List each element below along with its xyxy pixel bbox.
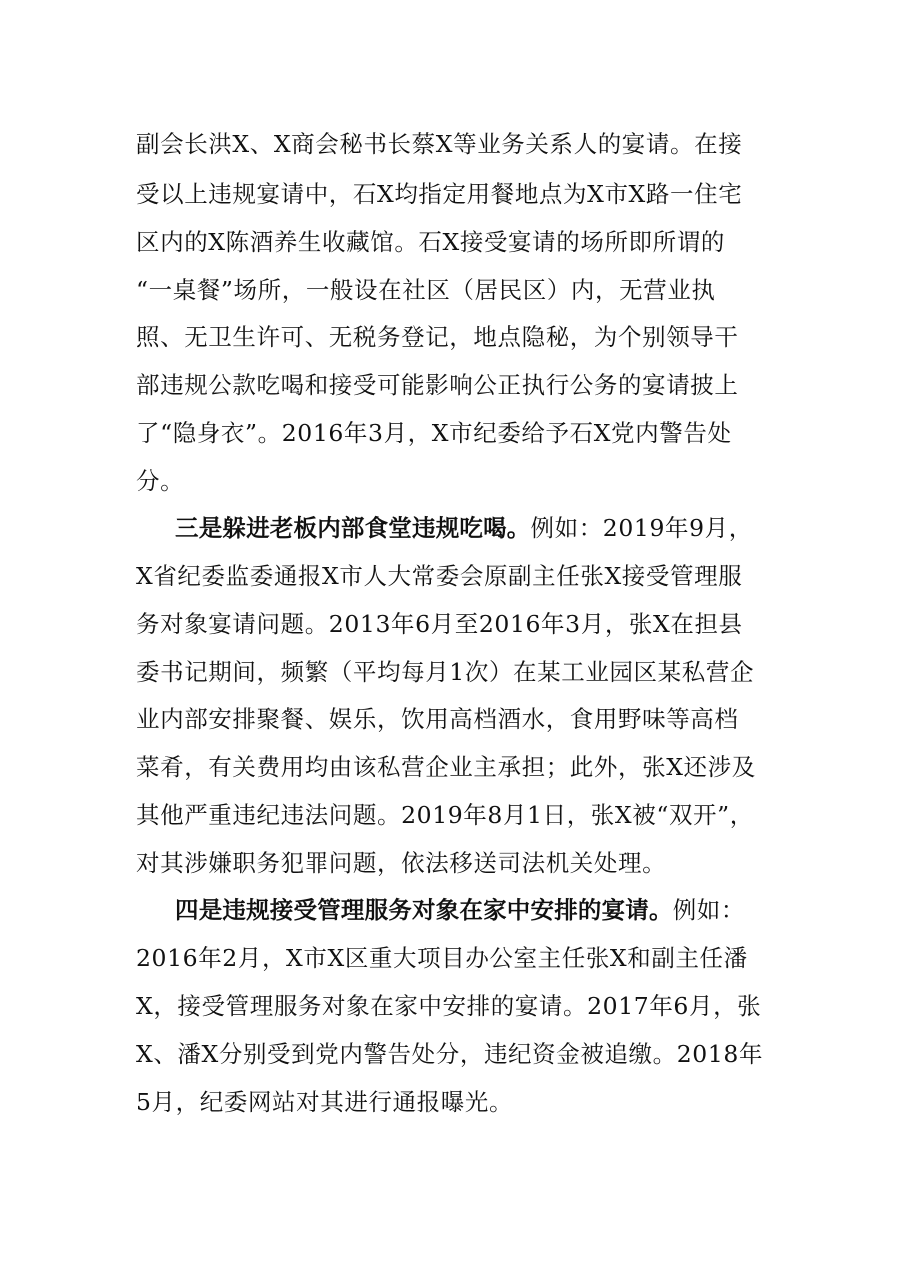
paragraph-heading: 三是躲进老板内部食堂违规吃喝。 bbox=[175, 514, 531, 542]
text-line: X、潘X分别受到党内警告处分，违纪资金被追缴。2018年 bbox=[136, 1040, 764, 1068]
text-line: X省纪委监委通报X市人大常委会原副主任张X接受管理服 bbox=[136, 562, 743, 590]
text-line: 对其涉嫌职务犯罪问题，依法移送司法机关处理。 bbox=[136, 849, 667, 877]
text-line: 业内部安排聚餐、娱乐，饮用高档酒水，食用野味等高档 bbox=[136, 705, 739, 733]
text-line: 副会长洪X、X商会秘书长蔡X等业务关系人的宴请。在接 bbox=[136, 130, 743, 158]
text-line: 5月，纪委网站对其进行通报曝光。 bbox=[136, 1088, 514, 1116]
text-line: “一桌餐”场所，一般设在社区（居民区）内，无营业执 bbox=[136, 276, 716, 304]
paragraph-first-line bbox=[175, 890, 786, 930]
text-line: 了“隐身衣”。2016年3月，X市纪委给予石X党内警告处 bbox=[136, 419, 732, 447]
text-line: 部违规公款吃喝和接受可能影响公正执行公务的宴请披上 bbox=[136, 371, 739, 399]
text-line: 照、无卫生许可、无税务登记，地点隐秘，为个别领导干 bbox=[136, 323, 739, 351]
text-line: 菜肴，有关费用均由该私营企业主承担；此外，张X还涉及 bbox=[136, 753, 756, 781]
text-line: 区内的X陈酒养生收藏馆。石X接受宴请的场所即所谓的 bbox=[136, 228, 725, 256]
text-line: 受以上违规宴请中，石X均指定用餐地点为X市X路一住宅 bbox=[136, 180, 743, 208]
text-line: 务对象宴请问题。2013年6月至2016年3月，张X在担县 bbox=[136, 610, 743, 638]
paragraph-heading: 四是违规接受管理服务对象在家中安排的宴请。 bbox=[175, 896, 673, 924]
text-line: 2016年2月，X市X区重大项目办公室主任张X和副主任潘 bbox=[136, 944, 748, 972]
text-line: 委书记期间，频繁（平均每月1次）在某工业园区某私营企 bbox=[136, 658, 755, 686]
text-line: 其他严重违纪违法问题。2019年8月1日，张X被“双开”， bbox=[136, 801, 754, 829]
paragraph-lead: 例如：2019年9月， bbox=[530, 514, 753, 542]
text-line: X，接受管理服务对象在家中安排的宴请。2017年6月，张 bbox=[136, 992, 762, 1020]
text-line: 分。 bbox=[136, 467, 185, 495]
paragraph-lead: 例如： bbox=[672, 896, 746, 924]
paragraph-first-line bbox=[175, 508, 786, 548]
